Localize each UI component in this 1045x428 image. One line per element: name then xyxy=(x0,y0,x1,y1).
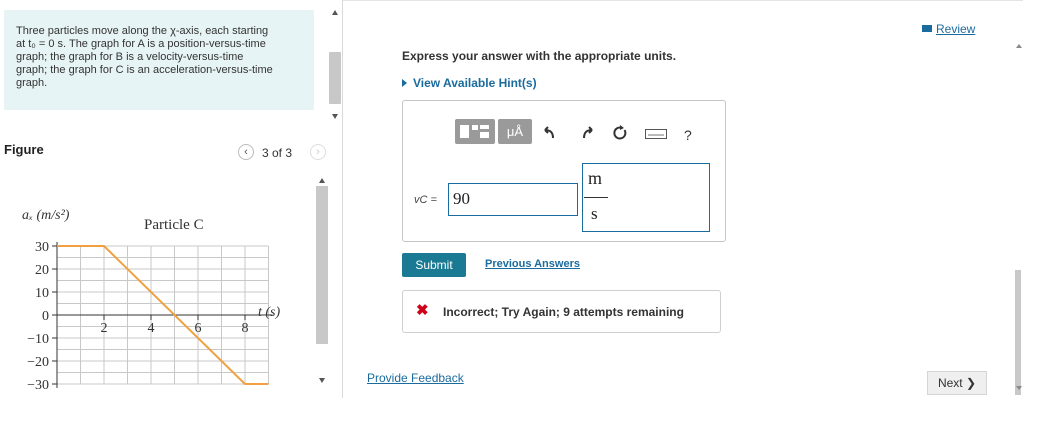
review-link[interactable] xyxy=(922,22,975,36)
next-label: Next xyxy=(937,376,963,390)
templates-button[interactable] xyxy=(455,119,495,144)
x-tick-label: 6 xyxy=(194,321,202,336)
hint-toggle[interactable] xyxy=(402,76,537,90)
unit-numerator: m xyxy=(588,168,603,188)
provide-feedback-link[interactable]: Provide Feedback xyxy=(367,371,464,385)
problem-line: at t₀ = 0 s. The graph for A is a position-versus-time xyxy=(16,38,266,50)
redo-icon[interactable] xyxy=(581,126,597,140)
figure-scroll-thumb[interactable] xyxy=(316,186,328,344)
caret-right-icon xyxy=(402,79,407,87)
y-tick-label: 20 xyxy=(35,263,49,278)
templates-icon xyxy=(455,119,495,144)
help-icon[interactable]: ? xyxy=(684,127,692,143)
scroll-up-icon[interactable] xyxy=(332,10,338,15)
problem-line: graph. xyxy=(16,77,48,89)
y-tick-label: 30 xyxy=(35,240,49,255)
problem-scroll-thumb[interactable] xyxy=(329,52,341,104)
review-icon xyxy=(922,25,932,32)
y-tick-label: −20 xyxy=(27,355,49,370)
variable-label: vC = xyxy=(414,194,437,206)
next-figure-button[interactable] xyxy=(310,144,326,160)
previous-answers-link[interactable]: Previous Answers xyxy=(485,258,580,270)
acceleration-graph xyxy=(0,195,300,395)
feedback-message: Incorrect; Try Again; 9 attempts remaining xyxy=(443,305,684,319)
page-scroll-down-icon[interactable] xyxy=(1016,386,1022,390)
y-tick-label: 0 xyxy=(42,309,49,324)
panel-divider xyxy=(342,0,343,398)
y-axis-label: aₓ (m/s²) xyxy=(22,208,70,223)
undo-icon[interactable] xyxy=(541,126,557,140)
x-tick-label: 4 xyxy=(147,321,155,336)
chart-axes xyxy=(27,240,272,393)
y-tick-label: 10 xyxy=(35,286,49,301)
problem-line: graph; the graph for B is a velocity-versus-time xyxy=(16,51,244,63)
chevron-right-icon: ❯ xyxy=(965,376,977,390)
chart-title: Particle C xyxy=(144,217,204,233)
units-button[interactable] xyxy=(498,119,532,144)
unit-denominator: s xyxy=(591,204,598,223)
hint-label: View Available Hint(s) xyxy=(413,76,537,90)
answer-value-input[interactable]: 90 xyxy=(448,183,578,216)
figure-title: Figure xyxy=(4,142,44,157)
page-scroll-up-icon[interactable] xyxy=(1016,44,1022,48)
chevron-right-icon: › xyxy=(316,146,320,158)
review-label: Review xyxy=(936,22,976,36)
y-tick-label: −30 xyxy=(27,378,49,393)
problem-line: graph; the graph for C is an acceleration-versus-time xyxy=(16,64,273,76)
answer-instruction: Express your answer with the appropriate units. xyxy=(402,49,677,63)
top-rule xyxy=(343,0,1023,1)
figure-pager: 3 of 3 xyxy=(262,146,293,160)
scroll-down-icon[interactable] xyxy=(332,114,338,119)
problem-line: Three particles move along the χ-axis, each starting xyxy=(16,25,269,37)
page-scroll-thumb[interactable] xyxy=(1015,270,1021,395)
prev-figure-button[interactable] xyxy=(238,144,254,160)
mu-angstrom-icon: μÅ xyxy=(506,124,524,139)
incorrect-icon: ✖ xyxy=(416,302,429,319)
x-tick-label: 8 xyxy=(241,321,249,336)
fraction-bar xyxy=(584,197,608,198)
y-tick-label: −10 xyxy=(27,332,49,347)
submit-button[interactable]: Submit xyxy=(402,253,466,277)
figure-scroll-down-icon[interactable] xyxy=(319,378,325,383)
problem-statement xyxy=(4,10,314,110)
x-axis-label: t (s) xyxy=(258,305,281,320)
reset-icon[interactable] xyxy=(612,125,628,141)
chevron-left-icon: ‹ xyxy=(244,146,248,158)
x-tick-label: 2 xyxy=(100,321,108,336)
keyboard-icon[interactable] xyxy=(645,129,667,139)
next-button[interactable] xyxy=(927,371,987,395)
figure-scroll-up-icon[interactable] xyxy=(319,178,325,183)
